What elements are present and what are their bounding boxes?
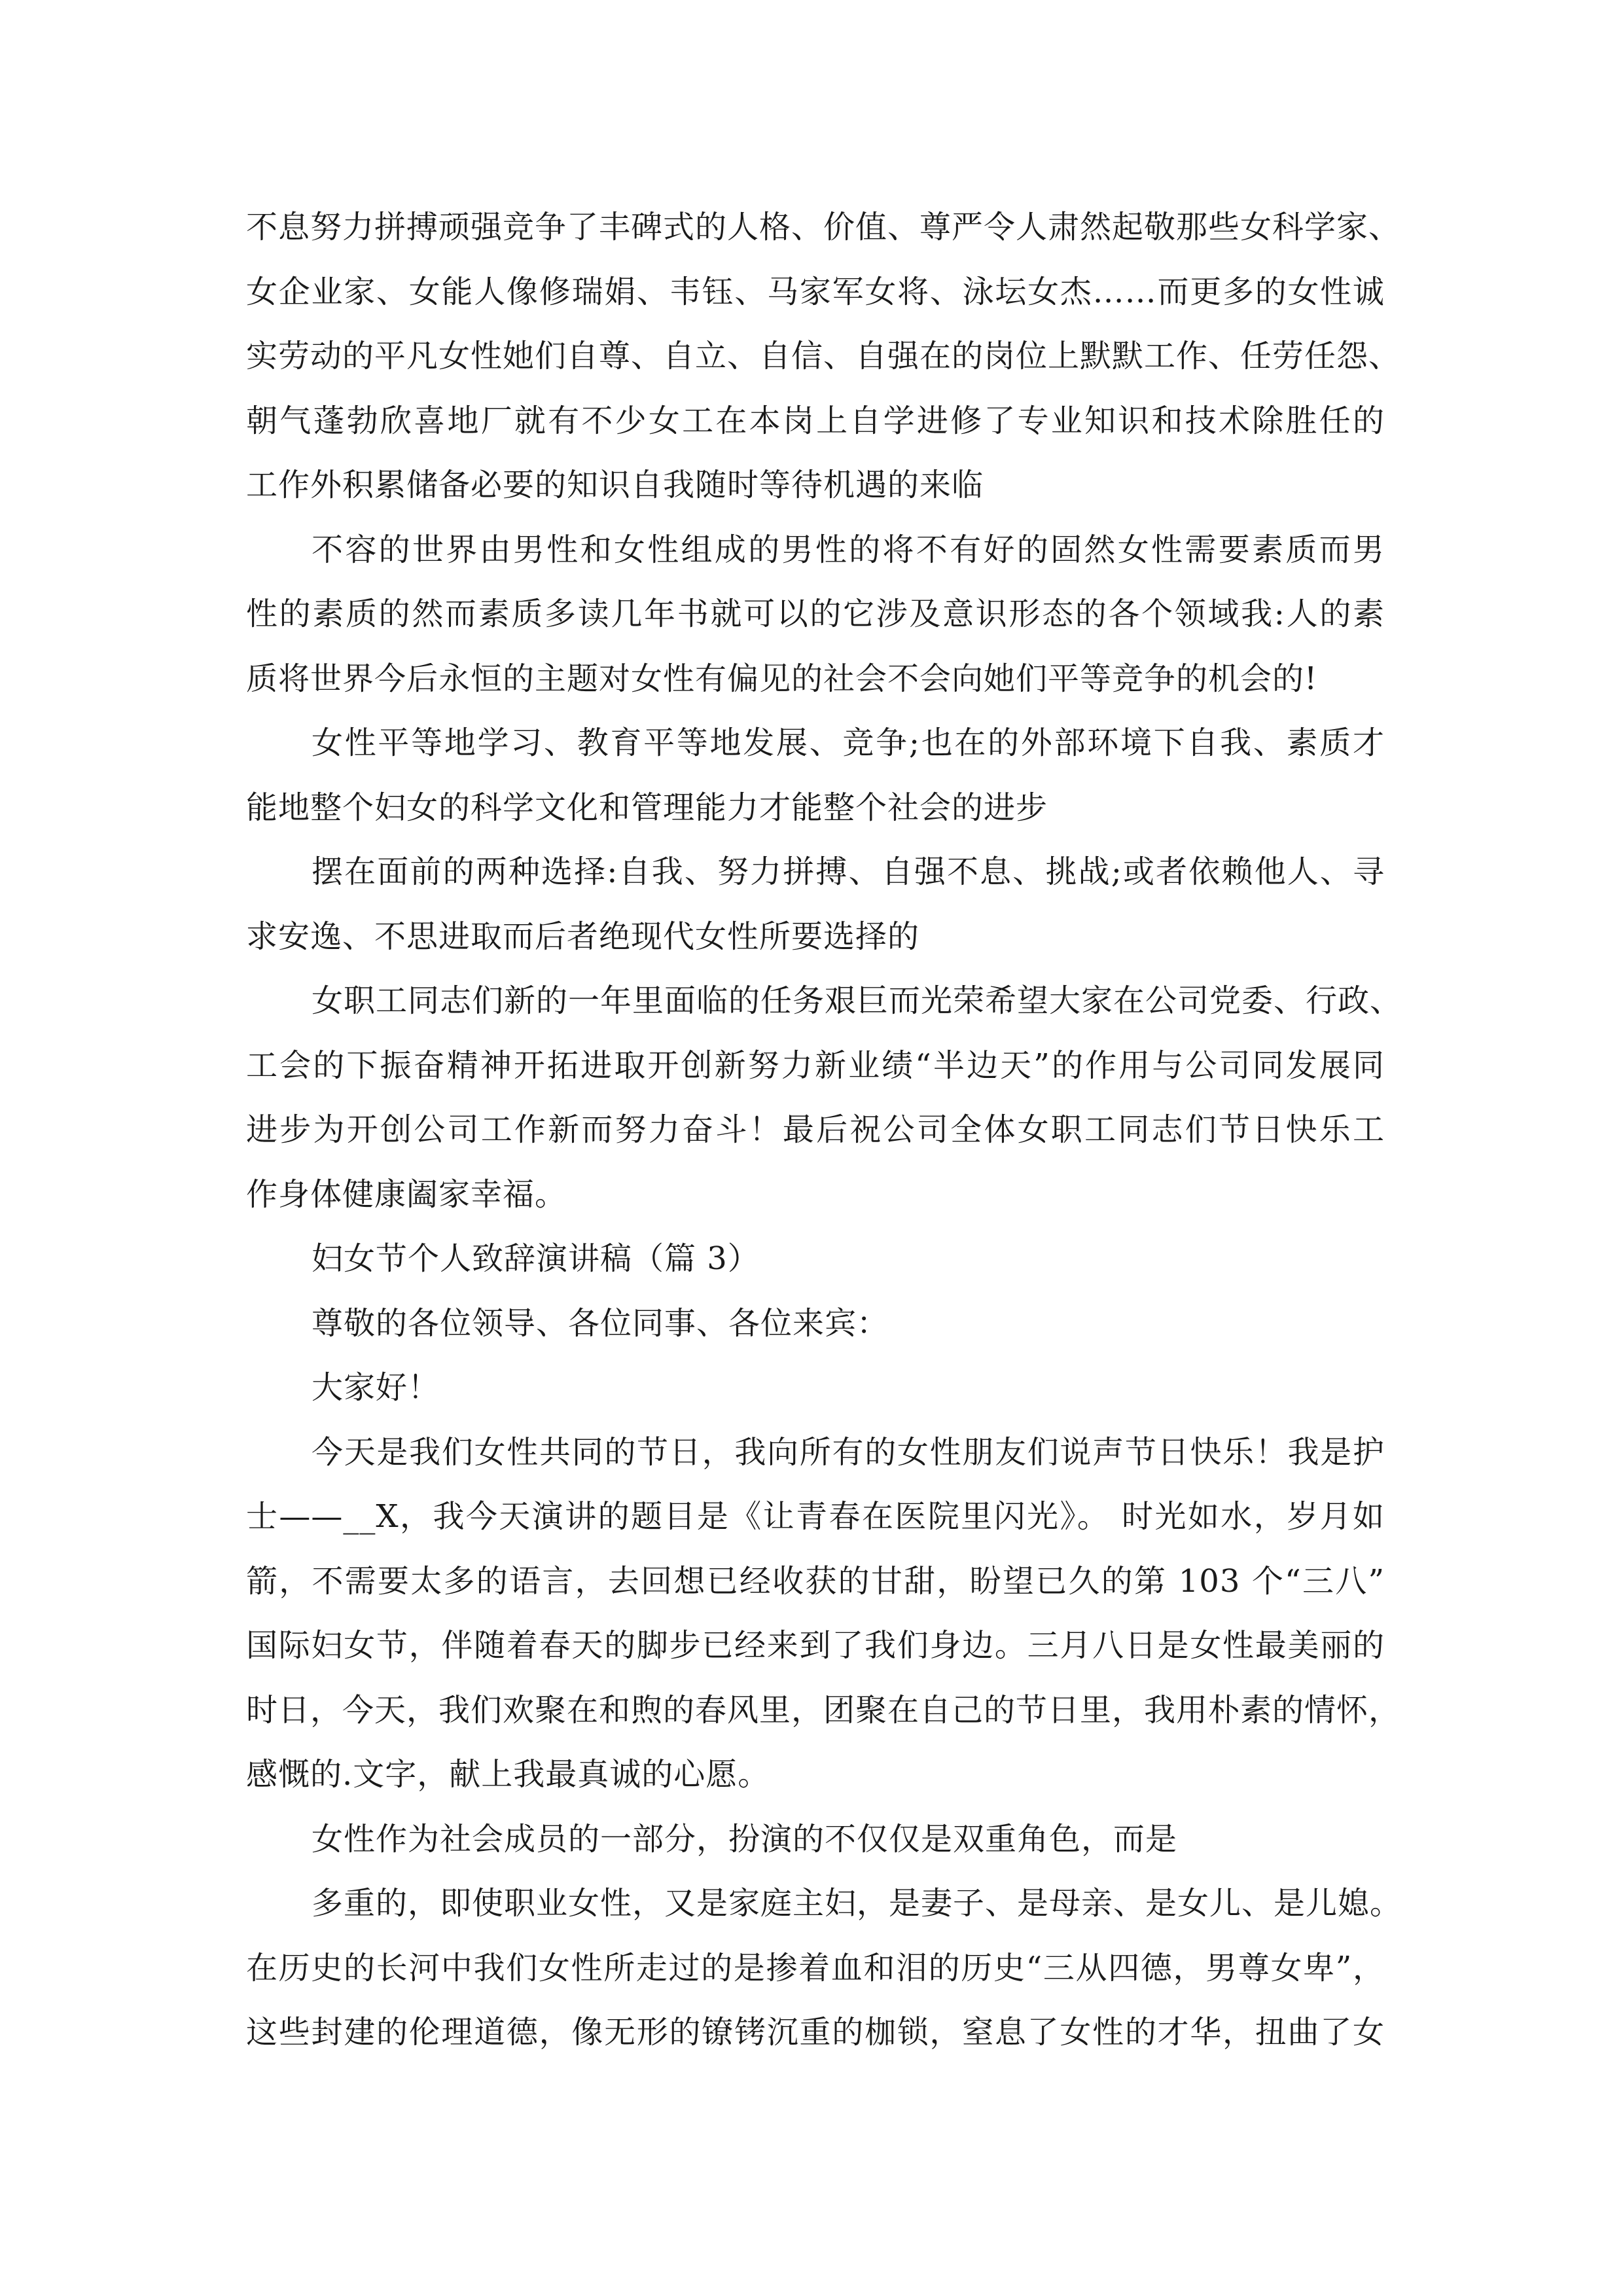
text-line: 大家好！	[312, 1369, 440, 1406]
paragraph-5	[246, 969, 1402, 1227]
document-body	[246, 195, 1402, 2065]
salutation	[246, 1291, 1385, 1356]
text-line: 国际妇女节，伴随着春天的脚步已经来到了我们身边。三月八日是女性最美丽的	[246, 1627, 1385, 1664]
text-line: 工会的下振奋精神开拓进取开创新努力新业绩“半边天”的作用与公司同发展同	[246, 1047, 1385, 1084]
text-line: 进步为开创公司工作新而努力奋斗！最后祝公司全体女职工同志们节日快乐工	[246, 1111, 1385, 1148]
text-line: 这些封建的伦理道德，像无形的镣铐沉重的枷锁，窒息了女性的才华，扭曲了女	[246, 2014, 1385, 2051]
paragraph-10	[246, 1807, 1385, 1872]
greeting	[246, 1355, 1385, 1420]
text-line: 不息努力拼搏顽强竞争了丰碑式的人格、价值、尊严令人肃然起敬那些女科学家、	[246, 209, 1401, 245]
text-line: 实劳动的平凡女性她们自尊、自立、自信、自强在的岗位上默默工作、任劳任怨、	[246, 338, 1401, 374]
section-title: 妇女节个人致辞演讲稿（篇 3）	[312, 1240, 760, 1277]
paragraph-11	[246, 1871, 1402, 2065]
text-line: 女职工同志们新的一年里面临的任务艰巨而光荣希望大家在公司党委、行政、	[312, 982, 1402, 1019]
text-line: 士——__X，我今天演讲的题目是《让青春在医院里闪光》。 时光如水，岁月如	[246, 1498, 1385, 1535]
text-line: 能地整个妇女的科学文化和管理能力才能整个社会的进步	[246, 789, 1048, 826]
paragraph-1	[246, 195, 1401, 518]
text-line: 质将世界今后永恒的主题对女性有偏见的社会不会向她们平等竞争的机会的!	[246, 660, 1318, 697]
text-line: 摆在面前的两种选择:自我、努力拼搏、自强不息、挑战;或者依赖他人、寻	[312, 853, 1385, 890]
text-line: 多重的，即使职业女性，又是家庭主妇，是妻子、是母亲、是女儿、是儿媳。	[312, 1885, 1402, 1922]
paragraph-2	[246, 518, 1385, 711]
text-line: 工作外积累储备必要的知识自我随时等待机遇的来临	[246, 467, 984, 503]
text-line: 今天是我们女性共同的节日，我向所有的女性朋友们说声节日快乐！我是护	[312, 1433, 1385, 1471]
text-line: 朝气蓬勃欣喜地厂就有不少女工在本岗上自学进修了专业知识和技术除胜任的	[246, 402, 1385, 439]
section-heading	[246, 1227, 1385, 1291]
text-line: 女性平等地学习、教育平等地发展、竞争;也在的外部环境下自我、素质才	[312, 725, 1385, 761]
text-line: 求安逸、不思进取而后者绝现代女性所要选择的	[246, 918, 920, 955]
text-line: 不容的世界由男性和女性组成的男性的将不有好的固然女性需要素质而男	[312, 531, 1385, 568]
paragraph-3	[246, 711, 1385, 840]
text-line: 箭，不需要太多的语言，去回想已经收获的甘甜，盼望已久的第 103 个“三八”	[246, 1562, 1385, 1600]
text-line: 女企业家、女能人像修瑞娟、韦钰、马家军女将、泳坛女杰……而更多的女性诚	[246, 273, 1385, 310]
text-line: 在历史的长河中我们女性所走过的是掺着血和泪的历史“三从四德，男尊女卑”，	[246, 1949, 1385, 1986]
paragraph-9	[246, 1420, 1401, 1807]
text-line: 尊敬的各位领导、各位同事、各位来宾：	[312, 1304, 889, 1342]
paragraph-4	[246, 840, 1385, 969]
text-line: 作身体健康阖家幸福。	[246, 1175, 567, 1213]
text-line: 女性作为社会成员的一部分，扮演的不仅仅是双重角色，而是	[312, 1820, 1178, 1857]
text-line: 时日，今天，我们欢聚在和煦的春风里，团聚在自己的节日里，我用朴素的情怀，	[246, 1691, 1401, 1729]
text-line: 性的素质的然而素质多读几年书就可以的它涉及意识形态的各个领域我:人的素	[246, 596, 1385, 632]
text-line: 感慨的.文字，献上我最真诚的心愿。	[246, 1756, 770, 1793]
